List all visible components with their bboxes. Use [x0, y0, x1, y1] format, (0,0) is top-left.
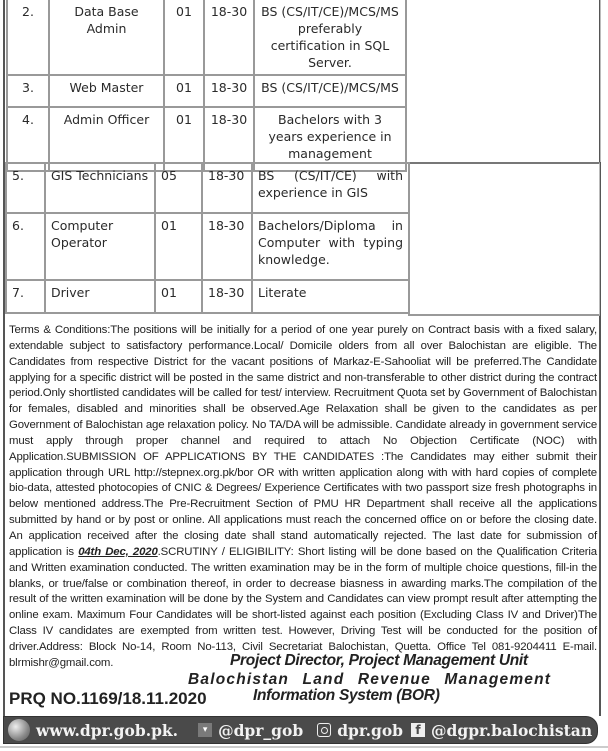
twitter-handle: @dpr_gob — [218, 720, 304, 740]
post-count: 01 — [155, 280, 202, 313]
instagram-icon — [317, 723, 331, 737]
terms-text-part1: Terms & Conditions:The positions will be initially for a period of one year purely on Contract basis with a fixed salary, extendable subject to satisfactory performance.Local/ Domicile olders from all over Balochistan are eligible. The Candidates from respective District for the vacant positions of Markaz-E-Sahooliat will be preferred.The Candidate applying for a specific district will be posted in the same district and non-transferable to other district during the contract period.Only shortlisted candidates will be called for test/ interview. Recruitment Quota set by Government of Balochistan for females, disabled and minorities shall be observed.Age Relaxation shall be given to the candidates as per Government of Balochistan age relaxation policy. No TA/DA will be admissible. Candidate already in government service must apply through proper channel and required to attach No Objection Certificate (NOC) with Application.SUBMISSION OF APPLICATIONS BY THE CANDIDATES :The Candidates may either submit their application through URL http://stepnex.org.pk/bor OR with written application along with with hard copies of complete bio-data, attested photocopies of CNIC & Degrees/ Experience Certificates with two passport size fresh photographs in below mentioned address.The Pre-Recruitment Section of PMU HR Department shall receive all the applications submitted by hand or by post or online. All applications must reach the concerned office on or before the closing date. An application received after the closing date shall stand automatically rejected. The last date for submission of application is — [9, 324, 597, 558]
table-row — [7, 75, 406, 107]
jobs-table-top — [6, 0, 407, 172]
website-link[interactable] — [4, 719, 178, 741]
age-limit: 18-30 — [204, 0, 254, 75]
table-top-side-cell — [405, 0, 601, 162]
instagram-handle: dpr.gob — [337, 720, 404, 740]
instagram-link[interactable] — [317, 721, 403, 740]
post-name: Driver — [45, 280, 155, 313]
terms-text-part2: .SCRUTINY / ELIGIBILITY: Short listing will be done based on the Qualification Criteria and Written examination conducted. The written examination may be in the form of multiple choice questions, fill-in the blanks, or true/false or combination thereof, in order to decrease biasness in awarding marks.The compilation of the result of the written examination will be done by the System and Candidates can view prompt result after attempting the online exam. Maximum Four Candidates will be short-listed against each position (Excluding Class IV and Driver)The Class IV candidates are exempted from written test. However, Driving Test will be conducted for the position of driver.Address: Block No-14, Room No-113, Civil Secretariat Balochistan, Quetta. Office Tel 081-9204411 E-mail. blrmishr@gmail.com. — [9, 545, 597, 669]
post-count: 01 — [155, 213, 202, 280]
age-limit: 18-30 — [202, 213, 252, 280]
facebook-icon: f — [411, 723, 425, 737]
qualification: Literate — [252, 280, 409, 313]
footer-social-bar — [3, 716, 598, 744]
post-count: 01 — [164, 107, 204, 171]
age-limit: 18-30 — [202, 163, 252, 213]
post-count: 05 — [155, 163, 202, 213]
qualification: BS (CS/IT/CE) with experience in GIS — [252, 163, 409, 213]
qualification: Bachelors with 3 years experience in management — [254, 107, 406, 171]
terms-and-conditions — [9, 323, 597, 672]
post-name: Web Master — [49, 75, 164, 107]
twitter-link[interactable] — [198, 721, 303, 740]
post-name: GIS Technicians — [45, 163, 155, 213]
row-number: 6. — [6, 213, 45, 280]
table-row — [6, 213, 409, 280]
age-limit: 18-30 — [204, 107, 254, 171]
last-date: 04th Dec, 2020 — [78, 545, 158, 558]
facebook-handle: @dgpr.balochistan — [431, 720, 593, 740]
post-count: 01 — [164, 75, 204, 107]
row-number: 7. — [6, 280, 45, 313]
table-row — [7, 0, 406, 75]
row-number: 3. — [7, 75, 49, 107]
post-name: Admin Officer — [49, 107, 164, 171]
signature-line-2: Balochistan Land Revenue Management — [188, 671, 552, 688]
website-text: www.dpr.gob.pk. — [36, 720, 179, 740]
table-bottom-side-cell — [408, 162, 600, 316]
row-number: 4. — [7, 107, 49, 171]
bottom-divider — [0, 746, 608, 748]
post-name: Data Base Admin — [49, 0, 164, 75]
row-number: 5. — [6, 163, 45, 213]
age-limit: 18-30 — [204, 75, 254, 107]
qualification: BS (CS/IT/CE)/MCS/MS preferably certification in SQL Server. — [254, 0, 406, 75]
globe-icon — [8, 719, 30, 741]
post-name: Computer Operator — [45, 213, 155, 280]
jobs-table-bottom — [5, 162, 410, 314]
post-count: 01 — [164, 0, 204, 75]
signature-line-1: Project Director, Project Management Unit — [230, 652, 528, 669]
qualification: Bachelors/Diploma in Computer with typing knowledge. — [252, 213, 409, 280]
table-row — [6, 280, 409, 313]
table-row — [6, 163, 409, 213]
twitter-icon: ▾ — [198, 723, 212, 737]
signature-line-3: Information System (BOR) — [253, 687, 440, 704]
age-limit: 18-30 — [202, 280, 252, 313]
qualification: BS (CS/IT/CE)/MCS/MS — [254, 75, 406, 107]
prq-number: PRQ NO.1169/18.11.2020 — [9, 689, 207, 708]
facebook-link[interactable] — [411, 721, 592, 740]
row-number: 2. — [7, 0, 49, 75]
